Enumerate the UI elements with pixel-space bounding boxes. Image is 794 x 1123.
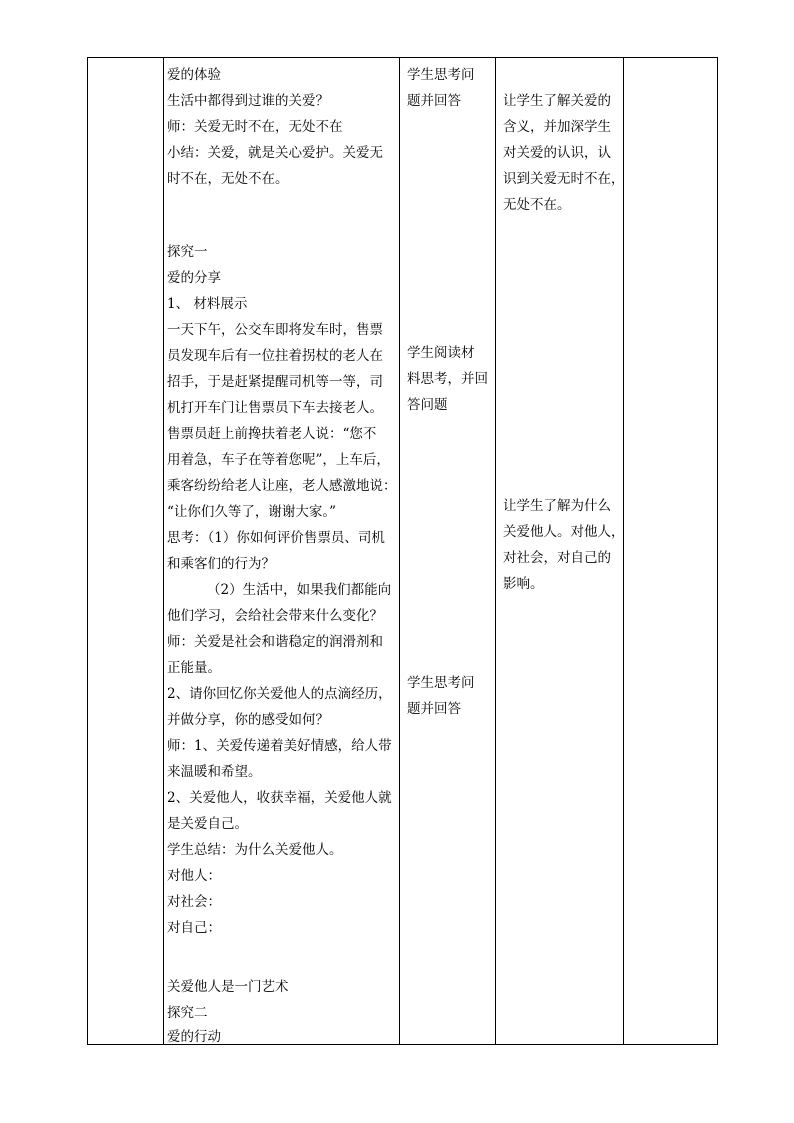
student-line: 学生思考问 [407, 675, 475, 691]
process-line: 探究一 [167, 244, 208, 260]
student-line: 学生思考问 [407, 67, 475, 83]
process-line: 探究二 [167, 1005, 208, 1021]
student-line: 题并回答 [407, 93, 461, 109]
process-line: 是关爱自己。 [167, 816, 248, 832]
process-line: （2）生活中，如果我们都能向 [207, 582, 392, 598]
process-line: 爱的分享 [167, 270, 221, 286]
student-line: 答问题 [407, 397, 448, 413]
process-line: 对自己： [167, 920, 221, 936]
process-line: 并做分享，你的感受如何？ [167, 712, 329, 728]
intent-line: 含义，并加深学生 [503, 119, 611, 135]
process-line: 学生总结：为什么关爱他人。 [167, 842, 343, 858]
process-line: 对社会： [167, 894, 221, 910]
process-line: 员发现车后有一位拄着拐杖的老人在 [167, 348, 383, 364]
intent-line: 无处不在。 [503, 197, 571, 213]
column-divider [399, 58, 400, 1044]
intent-line: 关爱他人。对他人， [503, 524, 625, 540]
blank-left-column [88, 58, 163, 1044]
process-line: 他们学习，会给社会带来什么变化？ [167, 608, 383, 624]
process-line: 售票员赶上前搀扶着老人说：“您不 [167, 426, 377, 442]
process-line: 关爱他人是一门艺术 [167, 979, 289, 995]
process-line: 正能量。 [167, 660, 221, 676]
column-divider [495, 58, 496, 1044]
process-line: 来温暖和希望。 [167, 764, 262, 780]
student-line: 学生阅读材 [407, 345, 475, 361]
process-line: 2、请你回忆你关爱他人的点滴经历， [167, 686, 392, 702]
design-intent-column [503, 58, 625, 1044]
intent-line: 对社会，对自己的 [503, 550, 611, 566]
process-line: 思考：（1）你如何评价售票员、司机 [167, 530, 385, 546]
process-line: 师：关爱是社会和谐稳定的润滑剂和 [167, 634, 383, 650]
intent-line: 影响。 [503, 576, 544, 592]
process-line: 1、 材料展示 [167, 296, 248, 312]
process-line: 乘客纷纷给老人让座，老人感激地说： [167, 478, 397, 494]
process-line: 招手，于是赶紧提醒司机等一等，司 [167, 374, 383, 390]
blank-right-column [624, 58, 718, 1044]
student-line: 题并回答 [407, 701, 461, 717]
column-divider [163, 58, 164, 1044]
process-line: 时不在，无处不在。 [167, 171, 289, 187]
process-line: 爱的行动 [167, 1029, 221, 1045]
process-line: 生活中都得到过谁的关爱？ [167, 93, 329, 109]
intent-line: 对关爱的认识，认 [503, 145, 611, 161]
intent-line: 让学生了解关爱的 [503, 93, 611, 109]
process-line: 和乘客们的行为？ [167, 556, 275, 572]
process-line: 2、关爱他人，收获幸福，关爱他人就 [167, 790, 392, 806]
process-line: 机打开车门让售票员下车去接老人。 [167, 400, 383, 416]
intent-line: 让学生了解为什么 [503, 498, 611, 514]
process-line: 爱的体验 [167, 67, 221, 83]
student-line: 料思考，并回 [407, 371, 488, 387]
process-line: 用着急，车子在等着您呢”，上车后， [167, 452, 390, 468]
process-line: 对他人： [167, 868, 221, 884]
intent-line: 识到关爱无时不在， [503, 171, 625, 187]
process-line: 一天下午，公交车即将发车时，售票 [167, 322, 383, 338]
process-line: 师：1、关爱传递着美好情感，给人带 [167, 738, 392, 754]
process-line: 师：关爱无时不在，无处不在 [167, 119, 343, 135]
process-line: 小结：关爱，就是关心爱护。关爱无 [167, 145, 383, 161]
process-line: “让你们久等了，谢谢大家。” [167, 504, 337, 520]
lesson-plan-table [87, 57, 718, 1045]
teaching-process-column [167, 58, 397, 1044]
student-activity-column [407, 58, 493, 1044]
